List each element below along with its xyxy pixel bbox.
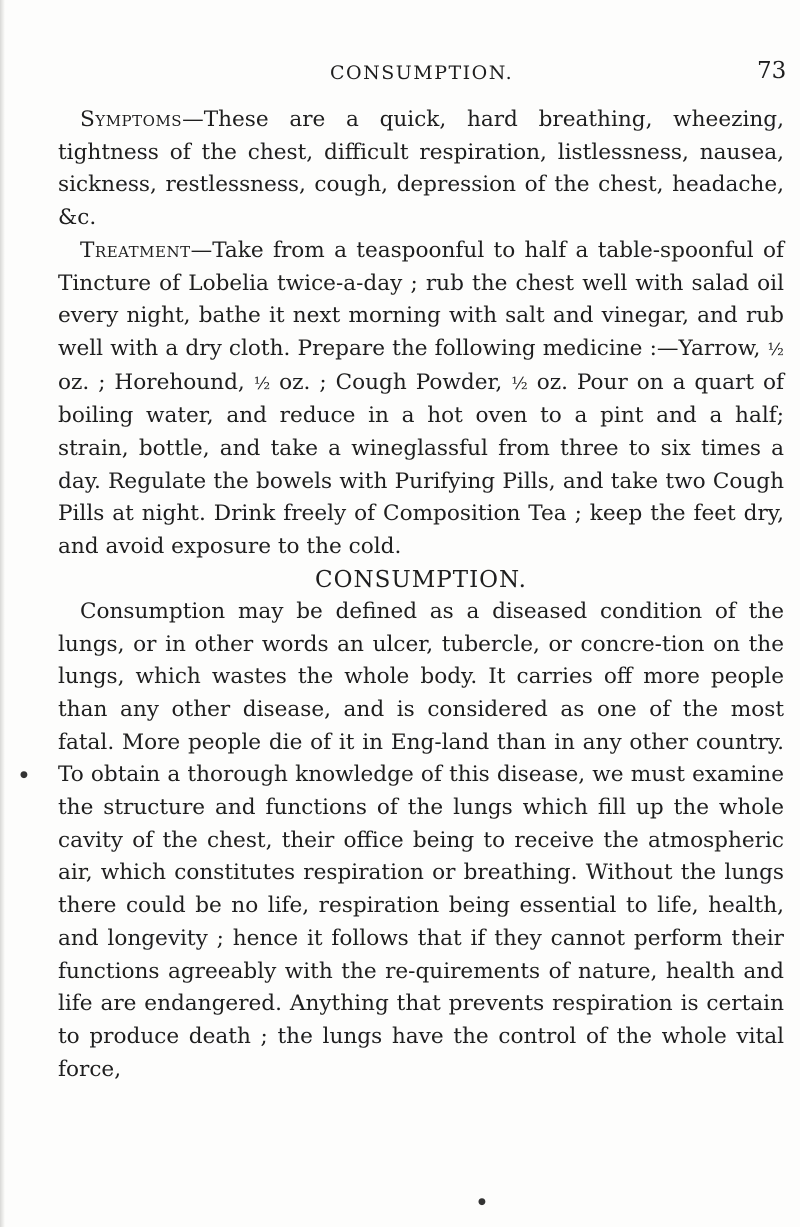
margin-mark: ● [478,1197,486,1207]
consumption-paragraph: Consumption may be defined as a diseased condition of the lungs, or in other words an ulcer, tubercle, or concre-tion on the lungs, which wastes the whole body. It carries off more people than any other disease, and is considered as one of the most fatal. More people die of it in Eng-land than in any other country. To obtain a thorough knowledge of this disease, we must examine the structure and functions of the lungs which fill up the whole cavity of the chest, their office being to receive the atmospheric air, which constitutes respiration or breathing. Without the lungs there could be no life, respiration being essential to life, health, and longevity ; hence it follows that if they cannot perform their functions agreeably with the re-quirements of nature, health and life are endangered. Anything that prevents respiration is certain to produce death ; the lungs have the control of the whole vital force, [58,598,784,1082]
treatment-label: Treatment [80,237,191,263]
text-block [58,104,784,1086]
margin-mark: ● [20,770,28,780]
treatment-text-2: oz. ; Horehound, [58,369,254,395]
treatment-text-4: oz. Pour on a quart of boiling water, and reduce in a hot oven to a pint and a half; strain, bottle, and take a wineglassful from three to six times a day. Regulate the bowels with Purifying Pills, and take two Cough Pills at night. Drink freely of Composition Tea ; keep the feet dry, and avoid exposure to the cold. [58,369,784,560]
running-title: CONSUMPTION. [330,62,514,84]
yarrow-fraction: ½ [767,339,784,360]
binding-edge [0,0,5,1227]
symptoms-text: —These are a quick, hard breathing, wheezing, tightness of the chest, difficult respiration, listlessness, nausea, sickness, restlessness, cough, depression of the chest, headache, &c. [58,107,784,231]
symptoms-label: Symptoms [80,107,183,132]
page-number: 73 [757,58,787,84]
treatment-text-3: oz. ; Cough Powder, [270,369,512,395]
symptoms-paragraph [58,104,784,235]
section-heading: CONSUMPTION. [315,566,527,593]
treatment-paragraph [58,235,784,564]
cough-powder-fraction: ½ [511,373,528,394]
running-head [0,58,800,92]
horehound-fraction: ½ [253,373,271,394]
treatment-text-1: —Take from a teaspoonful to half a table-spoonful of Tincture of Lobelia twice-a-day ; rub the chest well with salad oil every night, bathe it next morning with salt and vinegar, and rub well with a dry cloth. Prepare the following medicine :—Yarrow, [58,237,784,361]
